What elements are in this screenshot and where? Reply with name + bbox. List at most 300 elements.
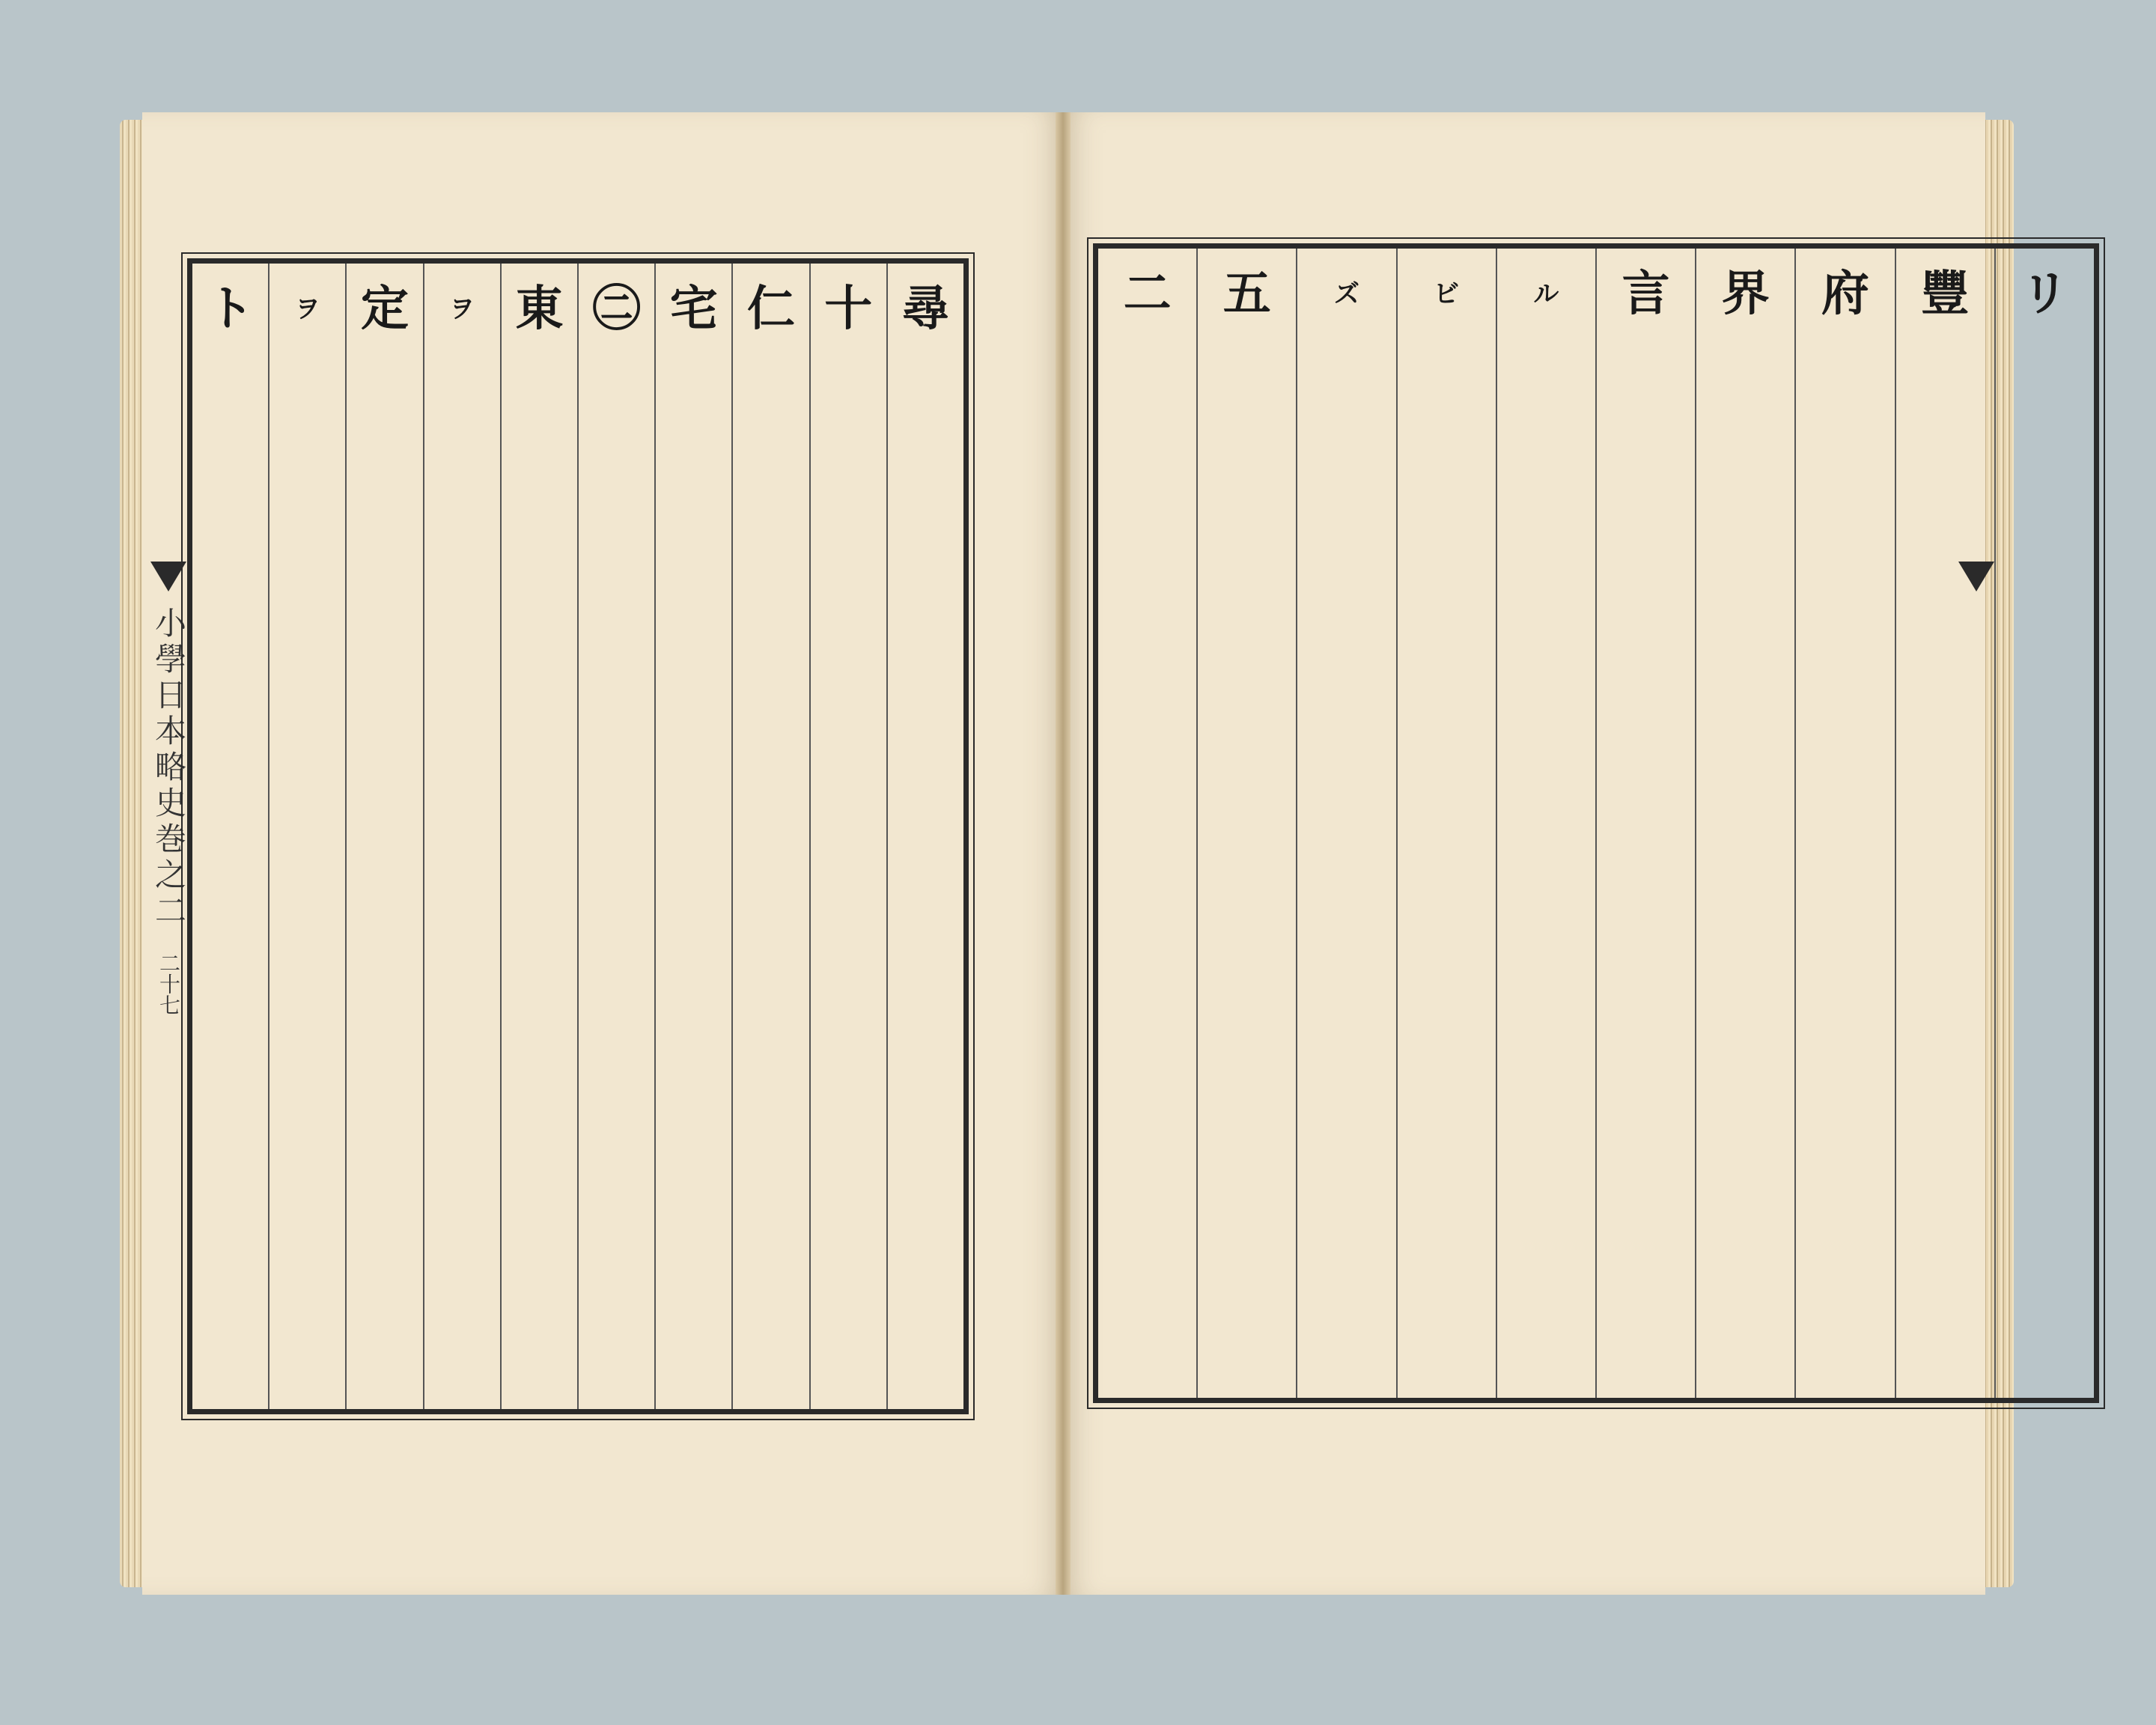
page-number: 二十七 <box>156 952 181 1015</box>
text-char <box>192 1143 268 1222</box>
text-char <box>1597 1128 1695 1207</box>
text-char <box>424 1063 500 1143</box>
text-char <box>579 666 654 746</box>
text-char <box>347 904 422 984</box>
text-char <box>1696 1286 1794 1366</box>
text-char: リ <box>2021 266 2069 322</box>
text-char <box>1696 1207 1794 1286</box>
text-char <box>579 984 654 1063</box>
text-char <box>733 904 808 984</box>
text-char <box>656 825 731 904</box>
text-char <box>1398 1128 1496 1207</box>
text-char <box>733 1301 808 1381</box>
text-char <box>502 825 577 904</box>
text-char <box>1996 572 2094 651</box>
text-char <box>270 666 345 746</box>
text-char <box>424 428 500 508</box>
text-char <box>1497 651 1595 731</box>
text-char: 東 <box>515 281 564 337</box>
text-char <box>1796 334 1894 413</box>
text-char: 宅 <box>669 281 718 337</box>
text-char <box>656 508 731 587</box>
text-char <box>1398 969 1496 1048</box>
text-char <box>1497 731 1595 810</box>
text-char <box>347 587 422 666</box>
text-char <box>347 1143 422 1222</box>
text-char <box>1696 1128 1794 1207</box>
text-char <box>1297 969 1395 1048</box>
text-char <box>347 508 422 587</box>
text-char <box>579 428 654 508</box>
text-char <box>1497 1207 1595 1286</box>
text-char <box>656 746 731 825</box>
text-char <box>270 349 345 428</box>
open-book <box>120 112 2069 1595</box>
text-char <box>1696 810 1794 889</box>
text-char <box>1198 1048 1296 1128</box>
text-char <box>1996 651 2094 731</box>
text-char <box>424 904 500 984</box>
text-char <box>1896 651 1994 731</box>
text-char <box>1597 1207 1695 1286</box>
text-char <box>888 746 963 825</box>
text-char <box>192 1222 268 1301</box>
text-char <box>424 1222 500 1301</box>
text-char <box>888 349 963 428</box>
text-char <box>1996 969 2094 1048</box>
text-char <box>733 1222 808 1301</box>
text-char <box>502 1143 577 1222</box>
text-char <box>1297 810 1395 889</box>
text-char <box>347 746 422 825</box>
text-char <box>1696 889 1794 969</box>
text-char <box>811 1143 886 1222</box>
text-char <box>1896 572 1994 651</box>
text-char <box>579 508 654 587</box>
text-char <box>1098 651 1196 731</box>
text-char <box>1996 731 2094 810</box>
text-char <box>1896 731 1994 810</box>
text-column <box>1296 249 1395 1398</box>
text-char <box>347 984 422 1063</box>
text-column <box>1196 249 1296 1398</box>
text-char <box>192 825 268 904</box>
text-char <box>1098 810 1196 889</box>
text-char <box>1696 969 1794 1048</box>
text-char <box>733 825 808 904</box>
right-text-frame <box>1093 243 2099 1403</box>
text-char <box>502 508 577 587</box>
text-char <box>1398 334 1496 413</box>
text-char <box>1497 334 1595 413</box>
text-column <box>886 264 963 1409</box>
text-char <box>1597 651 1695 731</box>
text-char <box>192 508 268 587</box>
text-char <box>192 349 268 428</box>
text-column <box>731 264 808 1409</box>
text-char <box>192 984 268 1063</box>
text-char <box>192 666 268 746</box>
text-char <box>888 587 963 666</box>
text-char <box>270 1143 345 1222</box>
text-char <box>270 904 345 984</box>
text-char <box>733 1143 808 1222</box>
text-char <box>192 746 268 825</box>
text-char <box>1098 969 1196 1048</box>
text-char <box>811 746 886 825</box>
text-column <box>345 264 422 1409</box>
text-char <box>733 349 808 428</box>
text-char <box>1497 572 1595 651</box>
text-char <box>579 1063 654 1143</box>
text-char <box>1597 1286 1695 1366</box>
text-char <box>579 1301 654 1381</box>
text-char <box>1198 1286 1296 1366</box>
text-char: 十 <box>824 281 873 337</box>
text-char <box>888 984 963 1063</box>
text-char <box>1297 731 1395 810</box>
text-char <box>1297 1207 1395 1286</box>
text-column <box>577 264 654 1409</box>
text-char <box>733 984 808 1063</box>
text-char <box>733 587 808 666</box>
text-char <box>1597 334 1695 413</box>
text-char <box>811 508 886 587</box>
text-char <box>424 508 500 587</box>
text-column <box>1895 249 1994 1398</box>
text-char <box>424 746 500 825</box>
text-char <box>811 587 886 666</box>
text-char <box>1297 413 1395 493</box>
text-char <box>502 1063 577 1143</box>
text-column <box>1595 249 1695 1398</box>
text-column <box>500 264 577 1409</box>
text-char <box>1198 1207 1296 1286</box>
text-char <box>1398 493 1496 572</box>
text-char: 界 <box>1721 266 1770 322</box>
text-char <box>656 904 731 984</box>
text-char <box>656 1063 731 1143</box>
text-char <box>1198 413 1296 493</box>
text-char <box>270 1301 345 1381</box>
text-char <box>347 349 422 428</box>
text-column <box>1396 249 1496 1398</box>
text-char <box>1896 1286 1994 1366</box>
text-char <box>1297 493 1395 572</box>
text-char <box>1796 651 1894 731</box>
left-text-columns <box>192 264 963 1409</box>
text-char <box>424 1301 500 1381</box>
text-char <box>1297 1048 1395 1128</box>
text-char <box>1297 1286 1395 1366</box>
text-char: ヲ <box>449 294 475 324</box>
text-char <box>1896 1048 1994 1128</box>
fishtail-mark-icon <box>150 562 186 591</box>
text-char <box>1896 493 1994 572</box>
text-char <box>1198 731 1296 810</box>
text-char <box>270 825 345 904</box>
text-char <box>1996 1048 2094 1128</box>
text-char <box>1996 1286 2094 1366</box>
text-char <box>1098 1207 1196 1286</box>
text-char <box>424 349 500 428</box>
text-char <box>424 825 500 904</box>
text-char <box>656 1143 731 1222</box>
text-char <box>1497 413 1595 493</box>
text-char <box>733 746 808 825</box>
text-char: 定 <box>360 281 409 337</box>
text-char <box>1696 493 1794 572</box>
text-char <box>1696 731 1794 810</box>
text-char <box>1796 810 1894 889</box>
text-char <box>1398 651 1496 731</box>
text-char <box>579 349 654 428</box>
text-char <box>1098 493 1196 572</box>
text-char <box>1597 1048 1695 1128</box>
text-char: 尋 <box>901 281 950 337</box>
text-char <box>1796 413 1894 493</box>
text-char <box>1198 969 1296 1048</box>
text-char <box>1597 889 1695 969</box>
text-char <box>1198 334 1296 413</box>
text-char <box>1696 1048 1794 1128</box>
text-char <box>192 587 268 666</box>
text-char <box>1398 1048 1496 1128</box>
text-char <box>1497 810 1595 889</box>
text-char <box>270 1222 345 1301</box>
text-char <box>502 666 577 746</box>
text-char <box>579 587 654 666</box>
text-char <box>1098 1048 1196 1128</box>
text-char <box>1297 572 1395 651</box>
text-char <box>1297 889 1395 969</box>
text-char <box>1996 1207 2094 1286</box>
text-char <box>656 587 731 666</box>
text-char <box>888 904 963 984</box>
text-char <box>811 666 886 746</box>
text-char <box>1398 413 1496 493</box>
text-char <box>1696 572 1794 651</box>
text-column <box>654 264 731 1409</box>
text-char <box>1597 413 1695 493</box>
text-char <box>811 904 886 984</box>
text-char <box>888 666 963 746</box>
text-char <box>1796 493 1894 572</box>
text-char <box>811 1301 886 1381</box>
text-char <box>1198 572 1296 651</box>
text-column <box>1098 249 1196 1398</box>
text-char <box>888 825 963 904</box>
text-char <box>1796 1207 1894 1286</box>
text-char <box>1696 413 1794 493</box>
text-char <box>1297 1128 1395 1207</box>
text-char <box>888 428 963 508</box>
text-char <box>656 349 731 428</box>
text-char <box>579 746 654 825</box>
text-char <box>1896 413 1994 493</box>
text-char <box>192 904 268 984</box>
text-char <box>1398 731 1496 810</box>
running-title: 小學日本略史巻之二 <box>150 606 187 930</box>
text-char <box>1796 1286 1894 1366</box>
text-char <box>1497 1128 1595 1207</box>
text-char <box>888 1301 963 1381</box>
text-char <box>1198 810 1296 889</box>
text-char <box>347 428 422 508</box>
text-char <box>1297 334 1395 413</box>
text-char <box>1796 889 1894 969</box>
text-char <box>1098 413 1196 493</box>
text-char <box>1198 651 1296 731</box>
text-char <box>192 1301 268 1381</box>
text-char: 仁 <box>746 281 795 337</box>
text-char <box>579 904 654 984</box>
text-char: 豐 <box>1921 266 1970 322</box>
text-char <box>1098 889 1196 969</box>
text-char <box>1996 810 2094 889</box>
text-char <box>502 1222 577 1301</box>
text-column <box>268 264 345 1409</box>
text-column <box>1496 249 1595 1398</box>
text-char: ル <box>1533 279 1559 309</box>
text-char: ト <box>206 281 255 337</box>
text-column <box>192 264 268 1409</box>
text-char <box>888 1222 963 1301</box>
text-char <box>502 587 577 666</box>
text-char <box>347 666 422 746</box>
text-char <box>1796 969 1894 1048</box>
text-char <box>270 984 345 1063</box>
text-char <box>270 508 345 587</box>
text-char <box>1398 1207 1496 1286</box>
text-char: 二 <box>1123 266 1172 322</box>
book-gutter <box>1056 112 1071 1595</box>
text-char <box>656 984 731 1063</box>
text-char <box>1398 1286 1496 1366</box>
text-char <box>733 428 808 508</box>
text-char: 府 <box>1821 266 1869 322</box>
text-char <box>1796 1048 1894 1128</box>
text-char: ヲ <box>294 294 320 324</box>
text-char <box>1996 413 2094 493</box>
text-char <box>1398 810 1496 889</box>
text-char <box>192 1063 268 1143</box>
text-char <box>424 1143 500 1222</box>
text-char <box>1497 889 1595 969</box>
text-char <box>1597 572 1695 651</box>
text-char <box>811 984 886 1063</box>
text-char <box>1896 334 1994 413</box>
text-char <box>502 984 577 1063</box>
text-char <box>656 1222 731 1301</box>
text-char <box>1597 969 1695 1048</box>
text-char <box>1597 493 1695 572</box>
text-char <box>424 666 500 746</box>
text-column <box>423 264 500 1409</box>
text-char <box>1497 969 1595 1048</box>
text-char <box>656 1301 731 1381</box>
right-text-columns <box>1098 249 2094 1398</box>
text-char <box>270 587 345 666</box>
text-char <box>888 508 963 587</box>
text-char <box>1696 334 1794 413</box>
text-char <box>1796 572 1894 651</box>
text-char: ビ <box>1434 279 1460 309</box>
text-char <box>1597 810 1695 889</box>
text-char <box>1996 493 2094 572</box>
text-char <box>1896 1207 1994 1286</box>
text-column <box>1695 249 1794 1398</box>
text-char <box>579 825 654 904</box>
text-char <box>811 428 886 508</box>
text-char <box>1398 572 1496 651</box>
text-char <box>1796 1128 1894 1207</box>
text-char <box>1896 1128 1994 1207</box>
text-char <box>1696 651 1794 731</box>
text-char <box>1996 889 2094 969</box>
text-char <box>656 428 731 508</box>
text-char <box>347 1063 422 1143</box>
text-char <box>733 508 808 587</box>
text-char <box>1796 731 1894 810</box>
left-text-frame <box>187 258 969 1414</box>
text-char <box>1497 493 1595 572</box>
text-char <box>1497 1286 1595 1366</box>
text-char <box>1896 969 1994 1048</box>
text-char <box>888 1143 963 1222</box>
text-char <box>347 1222 422 1301</box>
text-char <box>424 587 500 666</box>
text-char <box>888 1063 963 1143</box>
text-char <box>1996 334 2094 413</box>
text-column <box>1994 249 2094 1398</box>
text-char <box>1896 810 1994 889</box>
text-char <box>502 428 577 508</box>
text-char <box>347 1301 422 1381</box>
text-char: 五 <box>1222 266 1271 322</box>
text-char <box>1098 334 1196 413</box>
text-char: ㊁ <box>592 281 641 337</box>
text-char <box>1098 731 1196 810</box>
text-char <box>1996 1128 2094 1207</box>
text-char <box>270 746 345 825</box>
text-char <box>502 904 577 984</box>
text-char <box>811 1063 886 1143</box>
text-char <box>1098 572 1196 651</box>
text-char <box>1198 1128 1296 1207</box>
text-char <box>1098 1128 1196 1207</box>
text-column <box>1794 249 1894 1398</box>
text-char <box>656 666 731 746</box>
text-char <box>579 1222 654 1301</box>
text-column <box>809 264 886 1409</box>
text-char <box>733 666 808 746</box>
text-char <box>192 428 268 508</box>
text-char <box>733 1063 808 1143</box>
left-margin-title <box>150 562 187 1280</box>
text-char <box>424 984 500 1063</box>
text-char <box>270 428 345 508</box>
text-char <box>1597 731 1695 810</box>
text-char <box>1098 1286 1196 1366</box>
text-char <box>1198 493 1296 572</box>
text-char <box>579 1143 654 1222</box>
text-char <box>1198 889 1296 969</box>
text-char <box>1497 1048 1595 1128</box>
text-char <box>270 1063 345 1143</box>
text-char <box>1896 889 1994 969</box>
text-char <box>347 825 422 904</box>
